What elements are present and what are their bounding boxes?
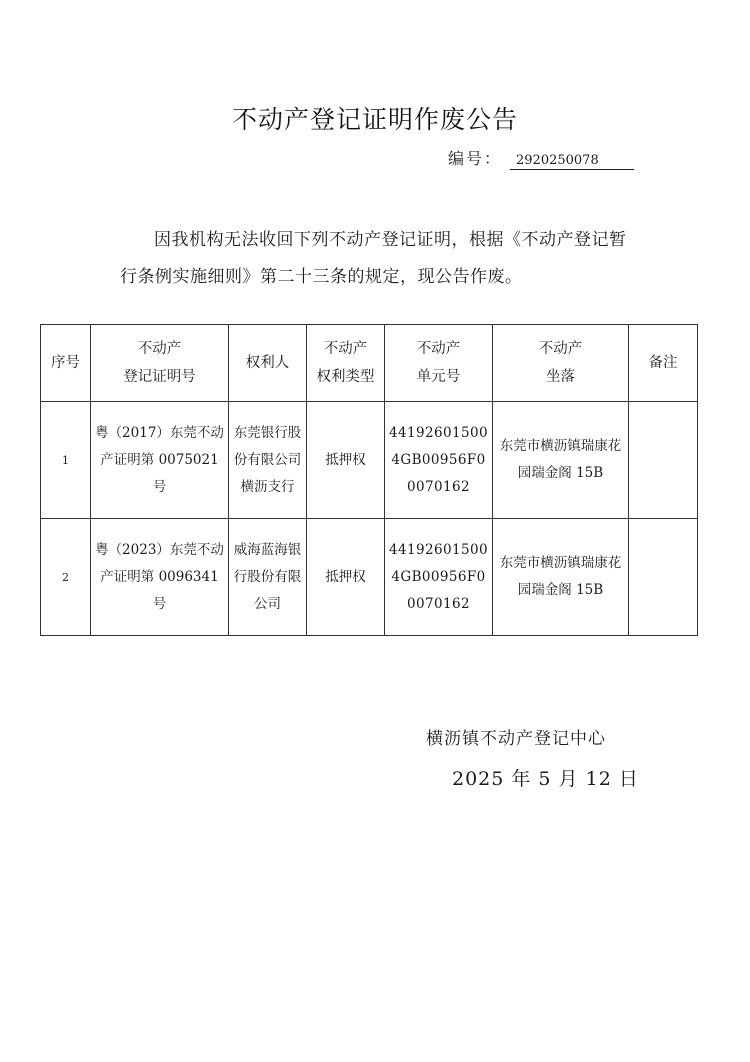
table-row [41, 519, 698, 636]
header-cert-no-line2: 登记证明号 [123, 369, 196, 385]
header-location [493, 325, 629, 402]
header-unit-no [385, 325, 493, 402]
page-title: 不动产登记证明作废公告 [231, 105, 518, 134]
issue-date: 2025 年 5 月 12 日 [452, 768, 639, 790]
serial-value: 2920250078 [510, 153, 634, 170]
header-seq: 序号 [41, 325, 91, 402]
cell-unit-no: 441926015004GB00956F00070162 [385, 519, 493, 636]
table-row [41, 402, 698, 519]
header-unit-no-line2: 单元号 [416, 369, 461, 385]
cell-location: 东莞市横沥镇瑞康花园瑞金阁 15B [493, 402, 629, 519]
header-cert-no-line1: 不动产 [137, 341, 182, 357]
header-unit-no-line1: 不动产 [416, 341, 461, 357]
header-note: 备注 [629, 325, 698, 402]
serial-number-line [448, 146, 634, 170]
cell-right-type: 抵押权 [307, 519, 385, 636]
cell-note [629, 402, 698, 519]
cell-cert-no: 粤（2023）东莞不动产证明第 0096341 号 [91, 519, 229, 636]
cell-note [629, 519, 698, 636]
cell-cert-no: 粤（2017）东莞不动产证明第 0075021 号 [91, 402, 229, 519]
cell-owner: 威海蓝海银行股份有限公司 [229, 519, 307, 636]
header-right-type [307, 325, 385, 402]
header-location-line2: 坐落 [546, 369, 575, 385]
header-location-line1: 不动产 [538, 341, 583, 357]
serial-label: 编号： [448, 149, 503, 168]
header-right-type-line1: 不动产 [323, 341, 368, 357]
void-certificate-table [40, 324, 698, 636]
intro-paragraph: 因我机构无法收回下列不动产登记证明，根据《不动产登记暂行条例实施细则》第二十三条的规定，现公告作废。 [120, 230, 627, 287]
header-right-type-line2: 权利类型 [316, 369, 375, 385]
cell-seq: 2 [41, 519, 91, 636]
cell-seq: 1 [41, 402, 91, 519]
header-owner: 权利人 [229, 325, 307, 402]
cell-unit-no: 441926015004GB00956F00070162 [385, 402, 493, 519]
issuer-name: 横沥镇不动产登记中心 [426, 729, 606, 749]
table-header-row [41, 325, 698, 402]
cell-right-type: 抵押权 [307, 402, 385, 519]
header-cert-no [91, 325, 229, 402]
cell-location: 东莞市横沥镇瑞康花园瑞金阁 15B [493, 519, 629, 636]
cell-owner: 东莞银行股份有限公司横沥支行 [229, 402, 307, 519]
